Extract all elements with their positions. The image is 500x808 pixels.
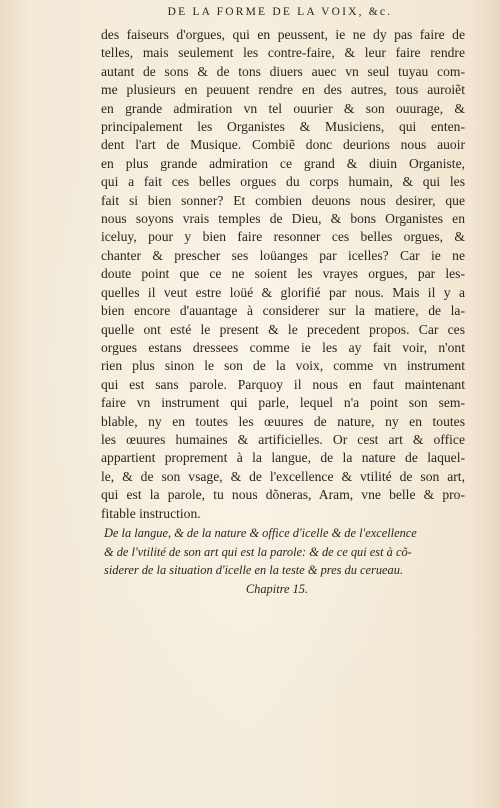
text-line: le, & de son vsage, & de l'excellence & vtilité de son art, [101, 468, 465, 484]
text-line: quelle ont esté le present & le precedent propos. Car ces [101, 321, 465, 337]
running-head: DE LA FORME DE LA VOIX, &c. [167, 6, 393, 18]
text-line: autant de sons & de tons diuers auec vn seul tuyau com- [101, 63, 465, 79]
text-line: rien plus sinon le son de la voix, comme vn instrument [101, 358, 465, 374]
text-line: qui est la parole, tu nous dõneras, Aram, vne belle & pro- [101, 487, 465, 503]
text-line: me plusieurs en peuuent rendre en des autres, tous auroiẽt [101, 82, 465, 98]
body-paragraph [101, 26, 465, 523]
text-line: fitable instruction. [101, 505, 201, 521]
text-line: en grande admiration vn tel ouurier & son ouurage, & [101, 100, 465, 116]
chapter-heading-line: siderer de la situation d'icelle en la teste & pres du cerueau. [104, 563, 404, 578]
chapter-heading-line: De la langue, & de la nature & office d'icelle & de l'excellence [104, 526, 417, 540]
chapter-number: Chapitre 15. [245, 581, 309, 596]
text-line: chanter & prescher ses loüanges par icelles? Car ie ne [101, 247, 465, 263]
text-line: nous soyons vrais temples de Dieu, & bons Organistes en [101, 211, 465, 227]
text-line: blable, ny en toutes les œuures de nature, ny en toutes [101, 413, 465, 429]
text-line: bien encore d'auantage à considerer sur la matiere, de la- [101, 303, 465, 319]
text-line: faire vn instrument qui parle, lequel n'a point son sem- [101, 395, 465, 411]
text-line: iceluy, pour y bien faire resonner ces belles orgues, & [101, 229, 465, 245]
text-line: fait si bien sonner? Et combien deuons nous desirer, que [101, 192, 465, 208]
text-line: doute point que ce ne soient les vrayes orgues, par les- [101, 266, 465, 282]
text-line: telles, mais seulement les contre-faire, & leur faire rendre [101, 45, 465, 61]
chapter-heading [104, 524, 466, 598]
text-line: quelles il veut estre loüé & glorifié par nous. Mais il y a [101, 284, 465, 300]
text-line: des faiseurs d'orgues, qui en peussent, ie ne dy pas faire de [101, 27, 465, 42]
text-line: orgues estans dressees comme ie les ay fait voir, n'ont [101, 339, 465, 355]
text-line: qui est sans parole. Parquoy il nous en faut maintenant [101, 376, 465, 392]
text-line: principalement les Organistes & Musiciens, qui enten- [101, 119, 465, 135]
text-line: appartient proprement à la langue, de la nature de laquel- [101, 450, 465, 466]
text-line: qui a fait ces belles orgues du corps humain, & qui les [101, 174, 465, 190]
chapter-heading-line: & de l'vtilité de son art qui est la parole: & de ce qui est à cõ- [104, 544, 412, 559]
text-line: en plus grande admiration ce grand & diuin Organiste, [101, 155, 465, 171]
text-line: dent l'art de Musique. Combiẽ donc deurions nous auoir [101, 137, 465, 153]
text-line: les œuures humaines & artificielles. Or cest art & office [101, 431, 465, 447]
